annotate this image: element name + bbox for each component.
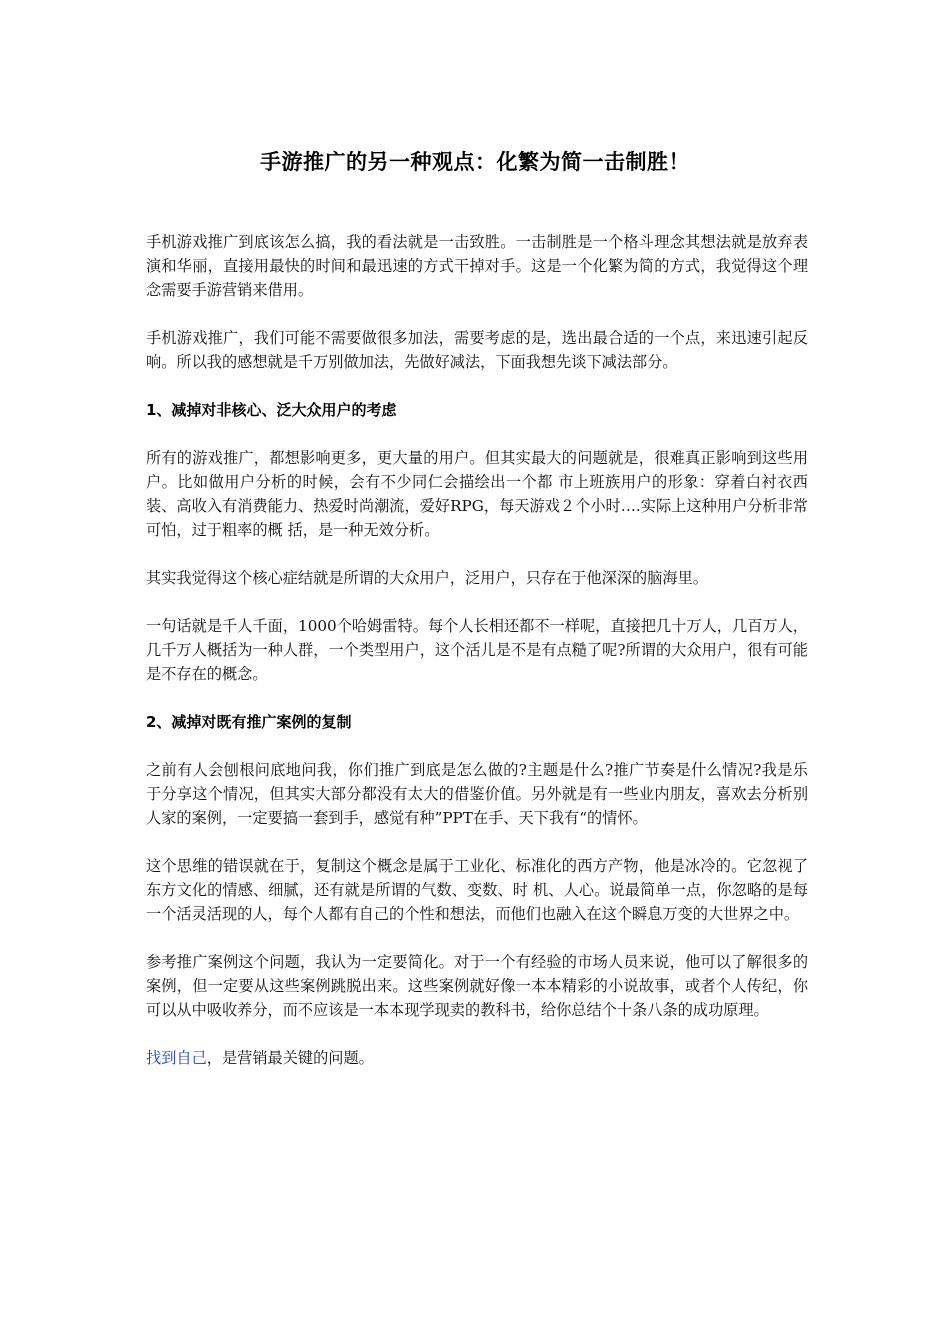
paragraph-intro: 手机游戏推广到底该怎么搞，我的看法就是一击致胜。一击制胜是一个格斗理念其想法就是放弃表演和华丽，直接用最快的时间和最迅速的方式干掉对手。这是一个化繁为简的方式，我觉得这个理念需要手游营销来借用。 — [146, 233, 808, 299]
paragraph-thinking-error: 这个思维的错误就在于，复制这个概念是属于工业化、标准化的西方产物，他是冰冷的。它忽视了东方文化的情感、细腻，还有就是所谓的气数、变数、时 机、人心。说最简单一点，你忽略的是每一个活灵活现的人，每个人都有自己的个性和想法，而他们也融入在这个瞬息万变的大世界之中。 — [146, 857, 808, 923]
document-body — [146, 230, 808, 1070]
paragraph-case-copy: 之前有人会刨根问底地问我，你们推广到底是怎么做的?主题是什么?推广节奏是什么情况?我是乐于分享这个情况，但其实大部分都没有太大的借鉴价值。另外就是有一些业内朋友，喜欢去分析别人家的案例，一定要搞一套到手，感觉有种”PPT在手、天下我有“的情怀。 — [146, 761, 808, 827]
find-yourself-link[interactable]: 找到自己 — [146, 1049, 207, 1067]
paragraph-conclusion — [146, 1046, 808, 1070]
paragraph-simplify: 参考推广案例这个问题，我认为一定要简化。对于一个有经验的市场人员来说，他可以了解很多的案例，但一定要从这些案例跳脱出来。这些案例就好像一本本精彩的小说故事，或者个人传纪，你可以从中吸收养分，而不应该是一本本现学现卖的教科书，给你总结个十条八条的成功原理。 — [146, 953, 808, 1019]
paragraph-subtraction: 手机游戏推广，我们可能不需要做很多加法，需要考虑的是，选出最合适的一个点，来迅速引起反响。所以我的感想就是千万别做加法，先做好减法，下面我想先谈下减法部分。 — [146, 329, 808, 371]
paragraph-hamlet: 一句话就是千人千面，1000个哈姆雷特。每个人长相还都不一样呢，直接把几十万人，几百万人，几千万人概括为一种人群，一个类型用户，这个活儿是不是有点糙了呢?所谓的大众用户，很有可能是不存在的概念。 — [146, 617, 808, 683]
conclusion-text: ，是营销最关键的问题。 — [206, 1049, 374, 1067]
section-heading-2: 2、减掉对既有推广案例的复制 — [146, 713, 352, 731]
paragraph-mass-users: 其实我觉得这个核心症结就是所谓的大众用户，泛用户，只存在于他深深的脑海里。 — [146, 569, 708, 587]
section-heading-1: 1、减掉对非核心、泛大众用户的考虑 — [146, 401, 397, 419]
paragraph-user-analysis: 所有的游戏推广，都想影响更多，更大量的用户。但其实最大的问题就是，很难真正影响到这些用户。比如做用户分析的时候，会有不少同仁会描绘出一个都 市上班族用户的形象：穿着白衬衣西装、高收入有消费能力、热爱时尚潮流，爱好RPG，每天游戏２个小时….实际上这种用户分析非常可怕，过于粗率的概 括，是一种无效分析。 — [146, 449, 808, 539]
document-title: 手游推广的另一种观点：化繁为简一击制胜！ — [260, 150, 690, 174]
